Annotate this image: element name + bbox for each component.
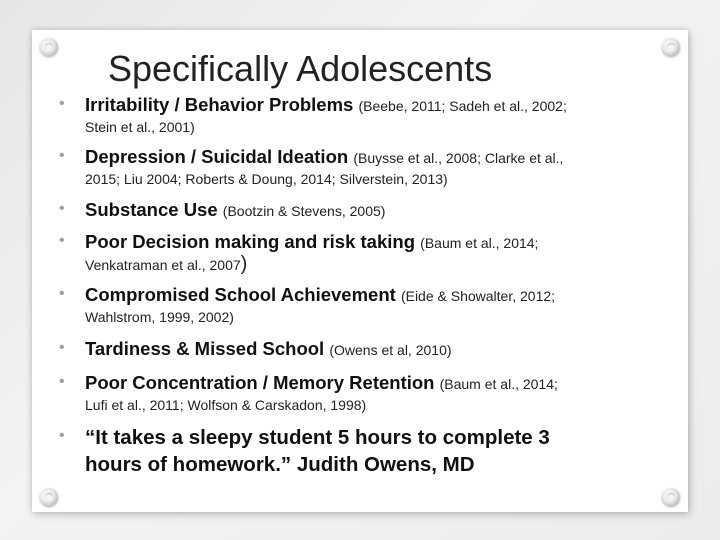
bullet-icon: • xyxy=(59,200,65,217)
bullet-citation: (Baum et al., 2014; xyxy=(420,235,539,251)
bullet-icon: • xyxy=(59,232,65,249)
bullet-citation: (Owens et al, 2010) xyxy=(329,342,452,358)
bullet-item xyxy=(58,338,678,360)
bullet-continuation xyxy=(85,253,678,275)
bullet-icon: • xyxy=(59,95,65,112)
quote-line: hours of homework.” Judith Owens, MD xyxy=(85,453,475,476)
bullet-citation: (Eide & Showalter, 2012; xyxy=(400,288,556,304)
bullet-continuation: Wahlstrom, 1999, 2002) xyxy=(85,309,234,325)
bullet-continuation: Stein et al., 2001) xyxy=(85,119,195,135)
bullet-item xyxy=(58,284,678,326)
bullet-icon: • xyxy=(59,339,65,356)
bullet-main: Poor Decision making and risk taking xyxy=(85,231,416,252)
bullet-icon: • xyxy=(59,147,65,164)
closing-paren: ) xyxy=(240,253,248,275)
bullet-main: Compromised School Achievement xyxy=(85,284,396,305)
bullet-continuation: Lufi et al., 2011; Wolfson & Carskadon, 1998) xyxy=(85,397,367,413)
bullet-item xyxy=(58,372,678,414)
bullet-icon: • xyxy=(59,373,65,390)
pin-icon xyxy=(662,38,680,56)
bullet-item xyxy=(58,146,678,188)
bullet-main: Depression / Suicidal Ideation xyxy=(85,146,349,167)
pin-icon xyxy=(40,38,58,56)
bullet-citation: (Buysse et al., 2008; Clarke et al., xyxy=(353,150,564,166)
bullet-main: Substance Use xyxy=(85,199,218,220)
bullet-main: Irritability / Behavior Problems xyxy=(85,94,354,115)
slide-title: Specifically Adolescents xyxy=(108,48,493,89)
bullet-item xyxy=(58,199,678,221)
quote-line: “It takes a sleepy student 5 hours to complete 3 xyxy=(85,426,550,449)
pin-icon xyxy=(662,488,680,506)
bullet-icon: • xyxy=(59,285,65,302)
bullet-citation: (Bootzin & Stevens, 2005) xyxy=(222,203,386,219)
bullet-citation: (Baum et al., 2014; xyxy=(439,376,558,392)
bullet-item xyxy=(58,94,678,136)
pin-icon xyxy=(40,488,58,506)
bullet-continuation-text: Venkatraman et al., 2007 xyxy=(85,257,241,273)
bullet-list xyxy=(58,94,678,478)
bullet-icon: • xyxy=(59,427,65,444)
bullet-main: Tardiness & Missed School xyxy=(85,338,325,359)
bullet-citation: (Beebe, 2011; Sadeh et al., 2002; xyxy=(358,98,567,114)
bullet-main: Poor Concentration / Memory Retention xyxy=(85,372,435,393)
bullet-item-quote xyxy=(58,424,678,478)
bullet-item xyxy=(58,231,678,274)
bullet-continuation: 2015; Liu 2004; Roberts & Doung, 2014; Silverstein, 2013) xyxy=(85,171,448,187)
